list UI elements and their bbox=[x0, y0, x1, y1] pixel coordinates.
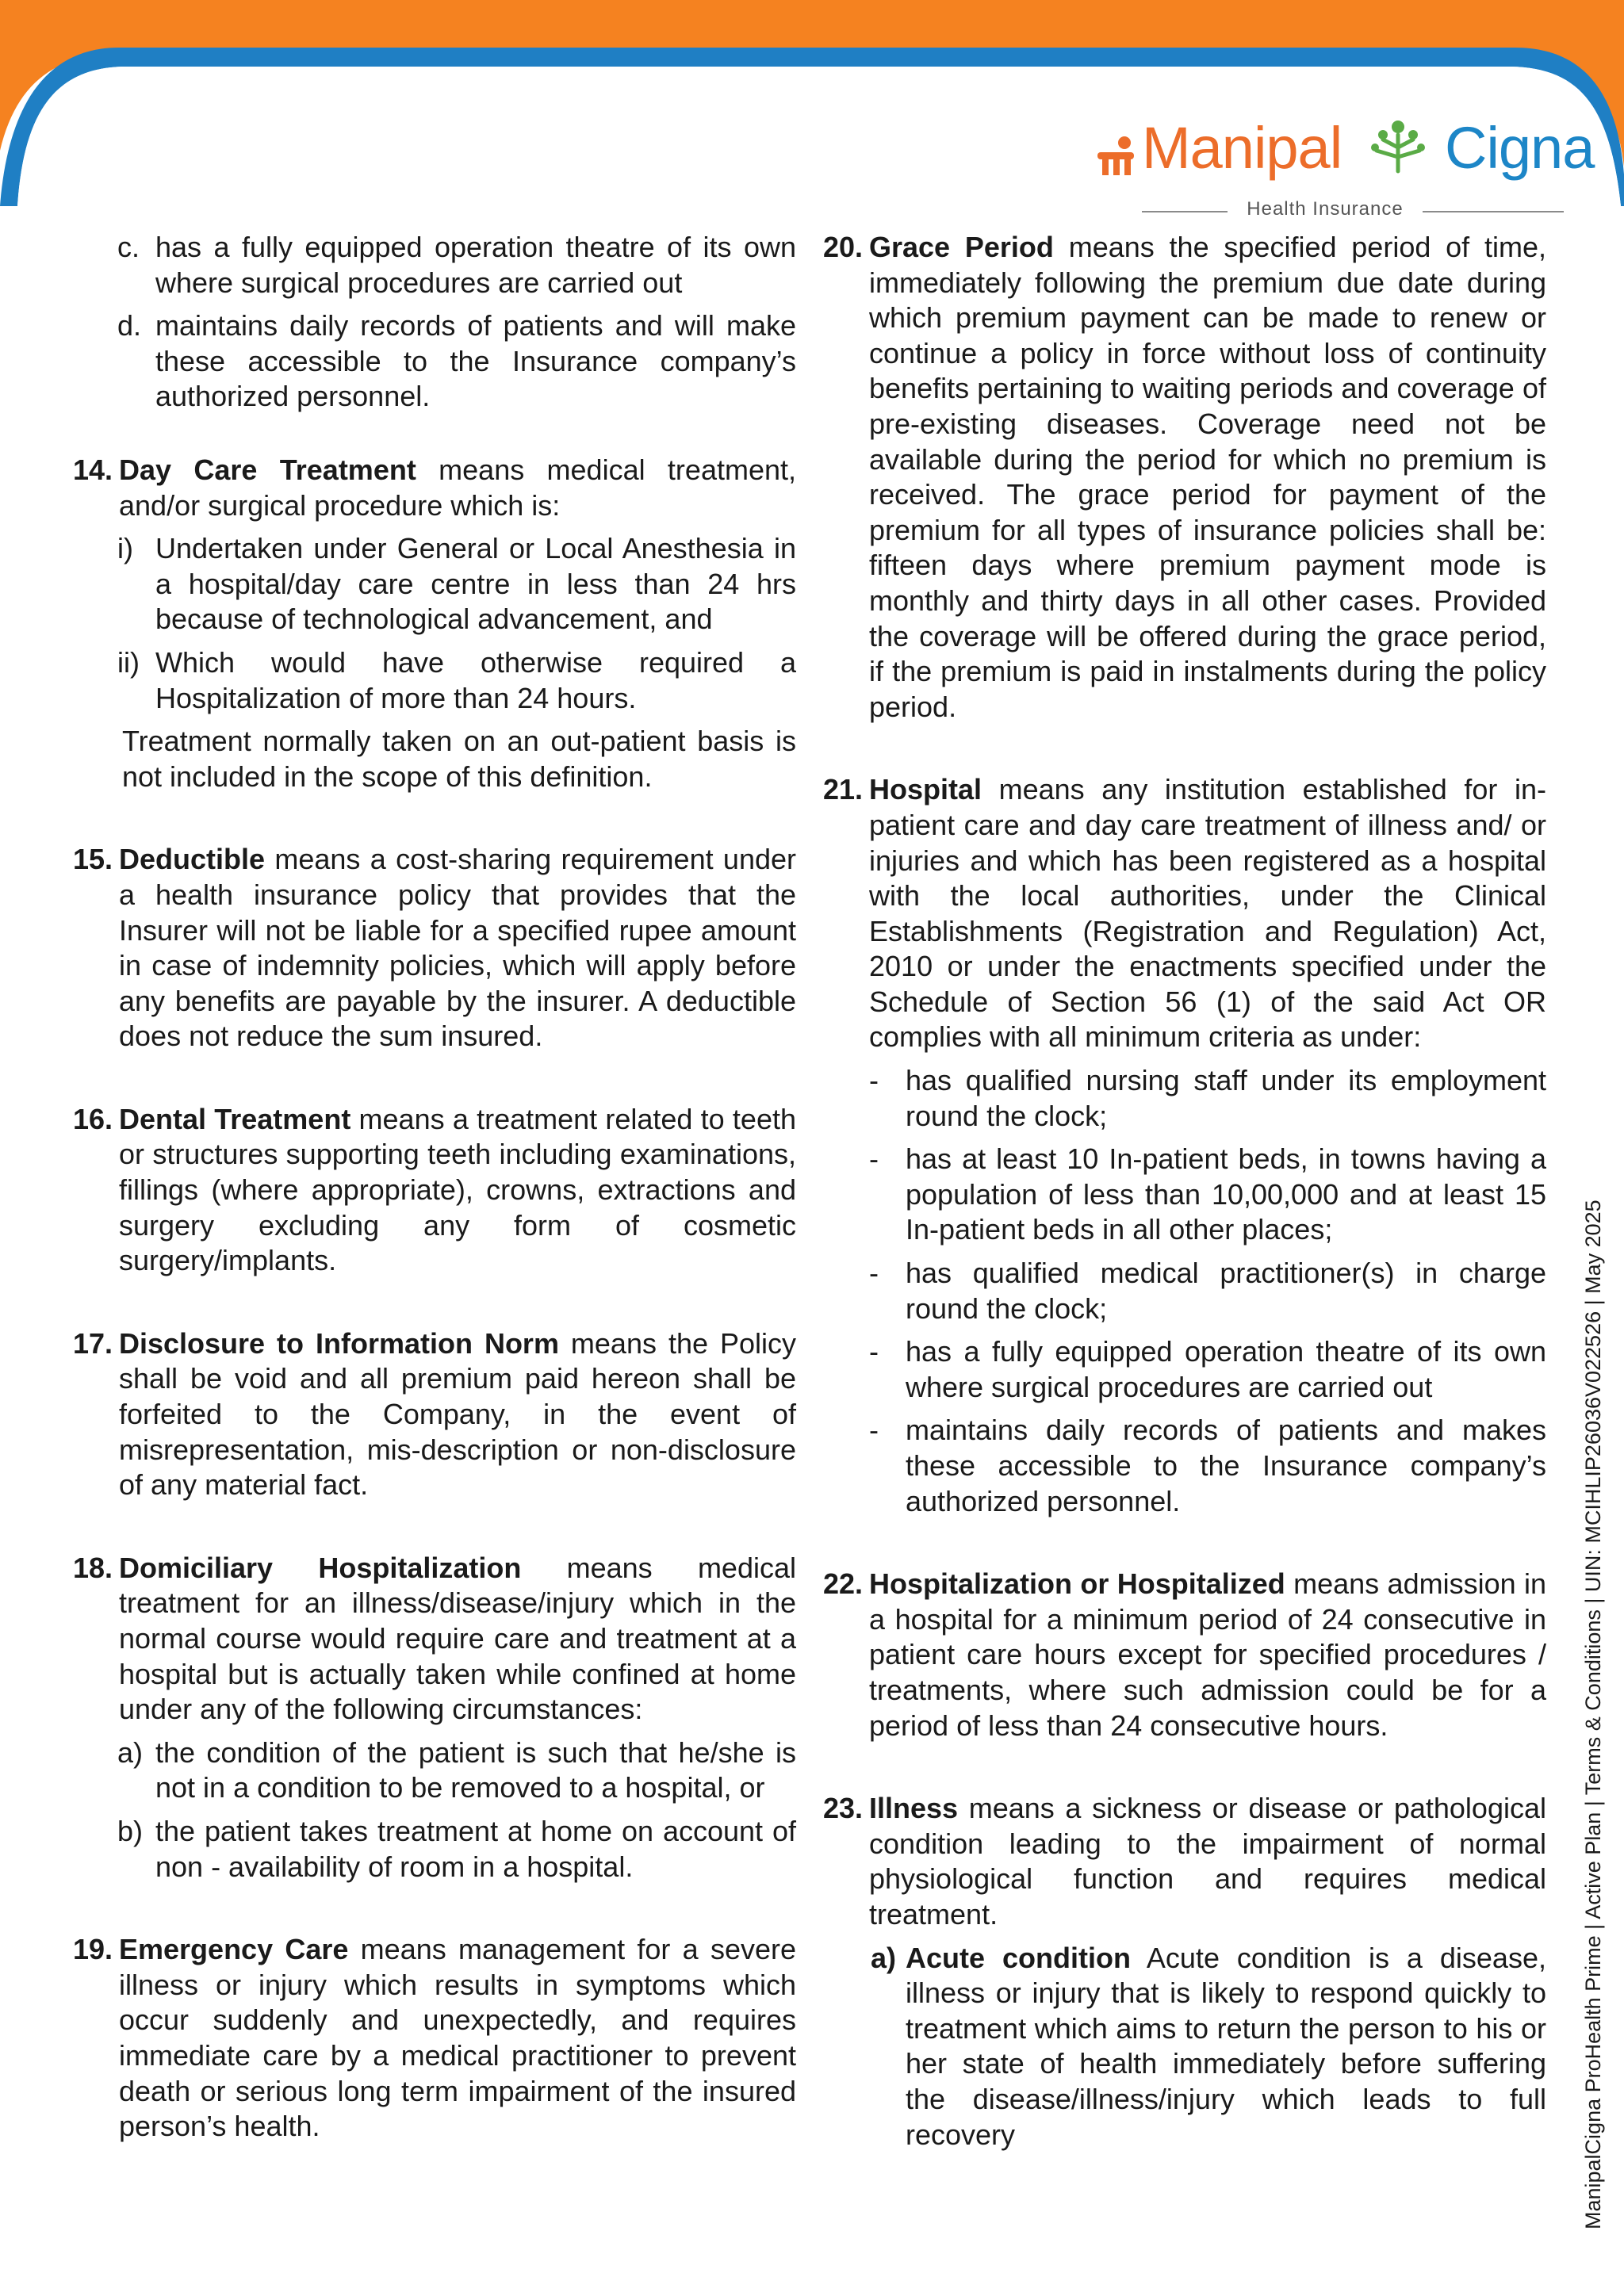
section-text: means the Policy shall be void and all premium paid hereon shall be forfeited to the Company, in the event of misrepresentation, mis-description or non-disclosure of any material fact. bbox=[119, 1326, 796, 1502]
section-term: Domiciliary Hospitalization bbox=[119, 1551, 522, 1584]
section-number: 17. bbox=[73, 1326, 113, 1360]
logo-manipal-text: Manipal bbox=[1142, 115, 1342, 181]
section-23-sub-a bbox=[823, 1941, 1546, 2153]
item-marker: b) bbox=[117, 1814, 144, 1847]
item-text: Which would have otherwise required a Hospitalization of more than 24 hours. bbox=[155, 645, 796, 714]
left-column bbox=[73, 230, 796, 2145]
section-number: 20. bbox=[823, 231, 864, 263]
logo-rule-right bbox=[1423, 211, 1564, 212]
section-number: 22. bbox=[823, 1567, 864, 1601]
sub-marker: a) bbox=[871, 1941, 897, 1974]
section-17 bbox=[73, 1326, 796, 1503]
item-text: the patient takes treatment at home on account of non - availability of room in a hospital. bbox=[155, 1814, 796, 1883]
section-14-note: Treatment normally taken on an out-patient basis is not included in the scope of this definition. bbox=[122, 725, 796, 793]
section-term: Emergency Care bbox=[119, 1933, 349, 1966]
section-18 bbox=[73, 1551, 796, 1728]
section-number: 15. bbox=[73, 843, 113, 876]
item-marker: d. bbox=[117, 309, 142, 342]
section-term: Disclosure to Information Norm bbox=[119, 1326, 559, 1360]
section-23 bbox=[823, 1791, 1546, 1932]
section-number: 21. bbox=[823, 773, 864, 806]
section-text: means the specified period of time, immediately following the premium due date during which premium payment can be made to renew or continue a policy in force without loss of continuity benefits pertaining to waiting periods and coverage of pre-existing diseases. Coverage need not be available during the period for which no premium is received. The grace period for payment of the premium for all types of insurance policies shall be: fifteen days where premium payment mode is monthly and thirty days in all other cases. Provided the coverage will be offered during the grace period, if the premium is paid in instalments during the policy period. bbox=[869, 231, 1546, 723]
section-term: Hospitalization or Hospitalized bbox=[869, 1567, 1285, 1601]
section-text: means management for a severe illness or injury which results in symptoms which occur suddenly and unexpectedly, and requires immediate care by a medical practitioner to prevent death or serious long term impairment of the insured person’s health. bbox=[119, 1933, 797, 2143]
right-column bbox=[823, 230, 1546, 2152]
item-text: the condition of the patient is such that he/she is not in a condition to be removed to a hospital, or bbox=[155, 1735, 796, 1804]
logo-cigna-text: Cigna bbox=[1445, 115, 1595, 181]
bullet-text: has qualified medical practitioner(s) in charge round the clock; bbox=[906, 1257, 1546, 1325]
bullet-marker: - bbox=[869, 1064, 879, 1097]
hospital-criteria-item-c bbox=[73, 230, 796, 300]
bullet-marker: - bbox=[869, 1414, 879, 1447]
bullet-marker: - bbox=[869, 1257, 879, 1290]
section-term: Hospital bbox=[869, 773, 982, 806]
section-14 bbox=[73, 453, 796, 523]
section-term: Dental Treatment bbox=[119, 1102, 351, 1135]
item-marker: ii) bbox=[117, 645, 140, 679]
bullet-marker: - bbox=[869, 1142, 879, 1176]
section-text: means admission in a hospital for a minimum period of 24 consecutive in patient care hours except for specified procedures / treatments, where such admission could be for a period of less than 24 consecutive hours. bbox=[869, 1567, 1546, 1742]
item-marker: i) bbox=[117, 532, 133, 565]
section-text: means a treatment related to teeth or structures supporting teeth including examinations, fillings (where appropriate), crowns, extractions and surgery excluding any form of cosmetic surgery/implants. bbox=[119, 1102, 796, 1277]
section-20 bbox=[823, 230, 1546, 725]
item-marker: c. bbox=[117, 231, 140, 263]
item-text: maintains daily records of patients and will make these accessible to the Insurance company’s authorized personnel. bbox=[155, 309, 796, 413]
bullet-text: has at least 10 In-patient beds, in towns having a population of less than 10,00,000 and at least 15 In-patient beds in all other places; bbox=[906, 1142, 1546, 1246]
cigna-tree-icon bbox=[1370, 116, 1426, 179]
sub-term: Acute condition bbox=[906, 1941, 1131, 1974]
section-21-bullet bbox=[823, 1063, 1546, 1134]
manipal-mark-icon bbox=[1094, 133, 1139, 178]
section-text: means any institution established for in-patient care and day care treatment of illness and/ or injuries and which has been registered as a hospital with the local authorities, under the Clinical Establishments (Registration and Regulation) Act, 2010 or under the enactments specified under the Schedule of Section 56 (1) of the said Act OR complies with all minimum criteria as under: bbox=[869, 773, 1546, 1054]
section-term: Grace Period bbox=[869, 231, 1054, 263]
item-text: has a fully equipped operation theatre of its own where surgical procedures are carried out bbox=[155, 231, 796, 299]
bullet-text: maintains daily records of patients and makes these accessible to the Insurance company’s authorized personnel. bbox=[906, 1414, 1546, 1517]
section-16 bbox=[73, 1102, 796, 1279]
section-21-bullet bbox=[823, 1334, 1546, 1405]
section-number: 19. bbox=[73, 1933, 113, 1966]
section-number: 14. bbox=[73, 453, 113, 486]
brand-logo bbox=[1093, 115, 1595, 227]
section-21-bullet bbox=[823, 1142, 1546, 1248]
section-14-item-ii bbox=[73, 645, 796, 716]
section-number: 16. bbox=[73, 1102, 113, 1135]
section-term: Illness bbox=[869, 1792, 959, 1825]
item-text: Undertaken under General or Local Anesthesia in a hospital/day care centre in less than 24 hrs because of technological advancement, and bbox=[155, 532, 796, 636]
sub-text: Acute condition is a disease, illness or injury that is likely to respond quickly to treatment which aims to return the person to his or her state of health immediately before suffering the disease/illness/injury which leads to full recovery bbox=[906, 1941, 1546, 2151]
section-term: Deductible bbox=[119, 843, 266, 876]
section-21-bullet bbox=[823, 1256, 1546, 1326]
section-text: means medical treatment, and/or surgical procedure which is: bbox=[119, 453, 796, 522]
section-21-bullet bbox=[823, 1413, 1546, 1519]
section-text: means a cost-sharing requirement under a health insurance policy that provides that the Insurer will not be liable for a specified rupee amount in case of indemnity policies, which will apply before any benefits are payable by the insurer. A deductible does not reduce the sum insured. bbox=[119, 843, 796, 1053]
hospital-criteria-item-d bbox=[73, 308, 796, 415]
section-term: Day Care Treatment bbox=[119, 453, 416, 486]
section-number: 23. bbox=[823, 1792, 864, 1825]
section-18-item-a bbox=[73, 1735, 796, 1806]
item-marker: a) bbox=[117, 1735, 144, 1769]
section-21 bbox=[823, 772, 1546, 1055]
section-text: means a sickness or disease or pathological condition leading to the impairment of normal physiological function and requires medical treatment. bbox=[869, 1792, 1546, 1931]
bullet-marker: - bbox=[869, 1335, 879, 1368]
section-14-item-i bbox=[73, 531, 796, 637]
bullet-text: has qualified nursing staff under its employment round the clock; bbox=[906, 1064, 1546, 1132]
side-document-reference: ManipalCigna ProHealth Prime | Active Plan | Terms & Conditions | UIN: MCIHLIP26036V022526 | May 2025 bbox=[1581, 1200, 1605, 2229]
logo-tagline: Health Insurance bbox=[1247, 198, 1404, 220]
section-22 bbox=[823, 1567, 1546, 1743]
section-19 bbox=[73, 1932, 796, 2145]
bullet-text: has a fully equipped operation theatre of its own where surgical procedures are carried out bbox=[906, 1335, 1546, 1403]
section-15 bbox=[73, 842, 796, 1054]
section-text: means medical treatment for an illness/disease/injury which in the normal course would require care and treatment at a hospital but is actually taken while confined at home under any of the following circumstances: bbox=[119, 1551, 796, 1726]
logo-rule-left bbox=[1142, 211, 1228, 212]
section-18-item-b bbox=[73, 1814, 796, 1885]
section-number: 18. bbox=[73, 1551, 113, 1584]
